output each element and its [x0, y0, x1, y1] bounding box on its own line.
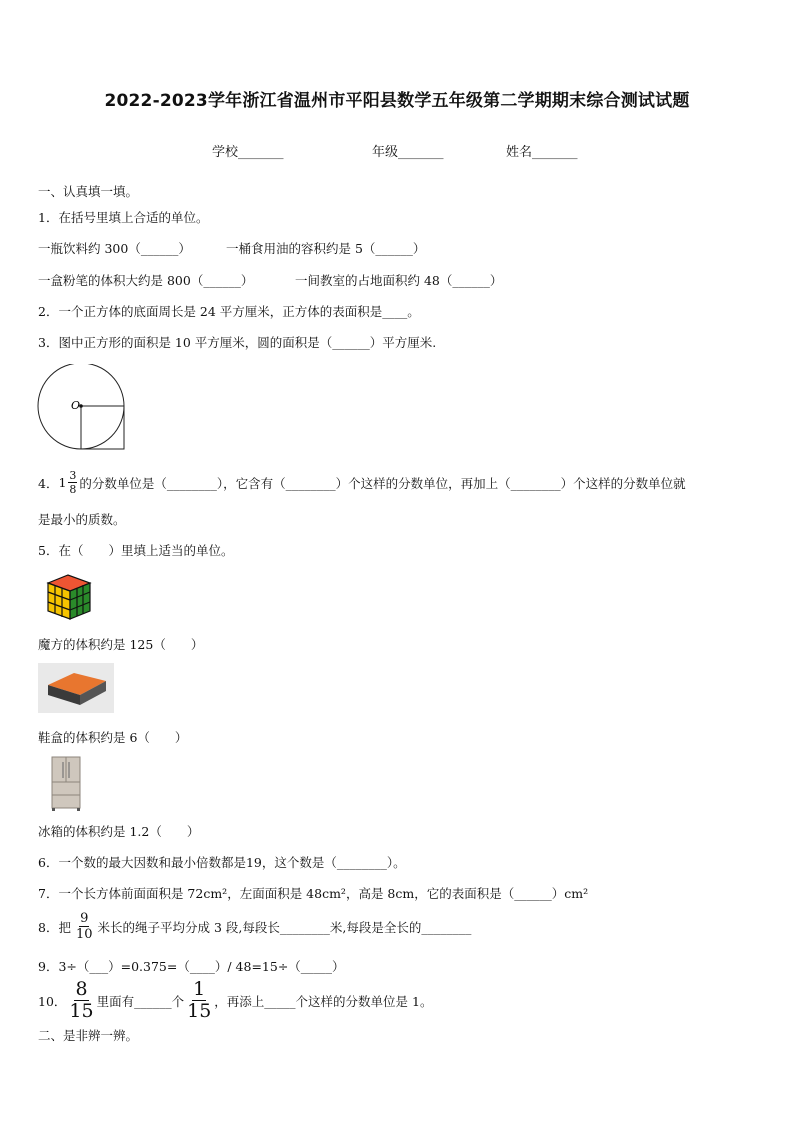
- fraction-1-15: $\frac{1}{15}$: [187, 978, 212, 1022]
- rubiks-cube-icon: [42, 573, 94, 621]
- question-4: 4． 1 $\frac{3}{8}$ 的分数单位是（________），它含有（________）个这样的分数单位，再加上（________）个这样的分数单位就: [38, 469, 686, 496]
- question-1c: 一盒粉笔的体积大约是 800（______）: [38, 273, 254, 288]
- circle-square-diagram: [36, 364, 128, 454]
- question-7: 7．一个长方体前面面积是 72cm²，左面面积是 48cm²，高是 8cm，它的表面积是（______）cm²: [38, 886, 589, 901]
- question-5-stem: 5．在（ ）里填上适当的单位。: [38, 543, 234, 558]
- question-3: 3．图中正方形的面积是 10 平方厘米，圆的面积是（______）平方厘米.: [38, 335, 437, 350]
- question-5c: 冰箱的体积约是 1.2（ ）: [38, 824, 200, 839]
- question-8: 8．把 $\frac{9}{10}$ 米长的绳子平均分成 3 段,每段长________米,每段是全长的________: [38, 911, 472, 942]
- school-field: 学校_______: [212, 145, 284, 160]
- name-field: 姓名_______: [506, 145, 578, 160]
- fraction-1-3-8: $\frac{3}{8}$: [69, 469, 77, 496]
- section-1-heading: 一、认真填一填。: [38, 184, 139, 199]
- question-10: 10． $\frac{8}{15}$ 里面有______个 $\frac{1}{15}$ ，再添上_____个这样的分数单位是 1。: [38, 978, 433, 1022]
- center-label: O: [71, 399, 81, 412]
- question-1d: 一间教室的占地面积约 48（______）: [295, 273, 503, 288]
- page-title: 2022-2023学年浙江省温州市平阳县数学五年级第二学期期末综合测试试题: [104, 91, 690, 111]
- fraction-9-10: $\frac{9}{10}$: [75, 911, 93, 942]
- question-5a: 魔方的体积约是 125（ ）: [38, 637, 204, 652]
- question-1b: 一桶食用油的容积约是 5（______）: [226, 241, 426, 256]
- section-2-heading: 二、是非辨一辨。: [38, 1028, 139, 1043]
- refrigerator-icon: [46, 756, 86, 811]
- question-4-cont: 是最小的质数。: [38, 512, 126, 527]
- question-2: 2．一个正方体的底面周长是 24 平方厘米，正方体的表面积是____。: [38, 304, 420, 319]
- question-1-stem: 1．在括号里填上合适的单位。: [38, 210, 209, 225]
- question-1a: 一瓶饮料约 300（______）: [38, 241, 191, 256]
- fraction-8-15: $\frac{8}{15}$: [69, 978, 94, 1022]
- question-5b: 鞋盒的体积约是 6（ ）: [38, 730, 188, 745]
- question-6: 6．一个数的最大因数和最小倍数都是19，这个数是（________）。: [38, 855, 406, 870]
- shoe-box-icon: [38, 663, 114, 713]
- grade-field: 年级_______: [372, 145, 444, 160]
- question-9: 9．3÷（___）=0.375=（____）/ 48=15÷（_____）: [38, 959, 345, 974]
